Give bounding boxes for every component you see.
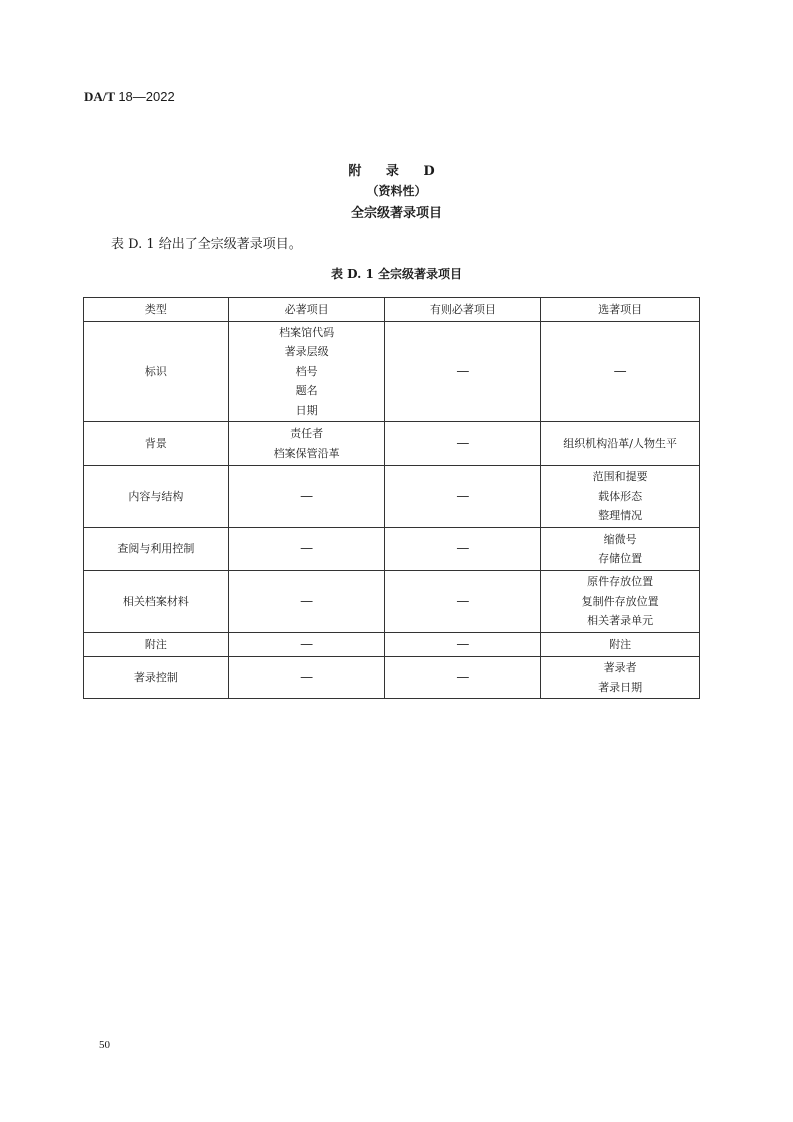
cell-conditional: — [385,528,541,571]
table-row [84,657,700,699]
item: 档案保管沿革 [273,446,340,460]
item: 相关著录单元 [587,614,654,628]
cell-conditional: — [385,466,541,528]
item: 著录日期 [598,680,643,694]
table-row [84,466,700,528]
table-row [84,528,700,571]
item: 范围和提要 [592,470,648,484]
item: 原件存放位置 [587,575,654,589]
cell-optional: — [541,322,700,422]
cell-type: 附注 [84,633,229,657]
cell-conditional: — [385,571,541,633]
table-row [84,422,700,466]
cell-type: 查阅与利用控制 [84,528,229,571]
column-header-required: 必著项目 [228,298,385,322]
cell-required: — [228,466,385,528]
cell-required: — [228,633,385,657]
column-header-type: 类型 [84,298,229,322]
item: 著录者 [603,661,637,674]
intro-paragraph: 表 D. 1 给出了全宗级著录项目。 [111,237,302,252]
cell-type: 标识 [84,322,229,422]
table-row [84,633,700,657]
column-header-optional: 选著项目 [541,298,700,322]
cell-conditional: — [385,657,541,699]
cell-required: — [228,657,385,699]
item: 责任者 [290,427,324,440]
cell-optional [541,571,700,633]
table-row [84,322,700,422]
standard-number: 18—2022 [118,89,175,104]
item: 著录层级 [284,345,329,359]
cell-required: — [228,528,385,571]
item: 存储位置 [598,552,643,565]
cell-required: — [228,571,385,633]
column-header-conditional: 有则必著项目 [385,298,541,322]
cell-required [228,322,385,422]
item: 题名 [295,384,318,398]
item: 复制件存放位置 [581,594,659,608]
cell-optional [541,466,700,528]
cell-type: 著录控制 [84,657,229,699]
cell-optional: 附注 [541,633,700,657]
item: 档号 [295,364,318,378]
table-header-row [84,298,700,322]
cell-optional [541,528,700,571]
cell-optional [541,657,700,699]
standard-code: DA/T [84,89,116,104]
item: 缩微号 [603,532,637,546]
document-header [84,89,175,105]
cell-type: 背景 [84,422,229,466]
appendix-title: 全宗级著录项目 [350,206,442,221]
table-row [84,571,700,633]
appendix-label: 附 录 D [348,164,445,179]
cell-optional: 组织机构沿革/人物生平 [541,422,700,466]
table-caption: 表 D. 1 全宗级著录项目 [330,267,463,281]
cell-conditional: — [385,422,541,466]
cell-type: 相关档案材料 [84,571,229,633]
item: 整理情况 [598,509,643,523]
cell-conditional: — [385,322,541,422]
item: 档案馆代码 [279,325,335,339]
item: 载体形态 [598,489,643,503]
cell-required [228,422,385,466]
cell-type: 内容与结构 [84,466,229,528]
appendix-nature: （资料性） [366,184,427,198]
description-items-table [83,297,700,699]
item: 日期 [295,403,318,417]
page-number: 50 [99,1039,110,1051]
cell-conditional: — [385,633,541,657]
